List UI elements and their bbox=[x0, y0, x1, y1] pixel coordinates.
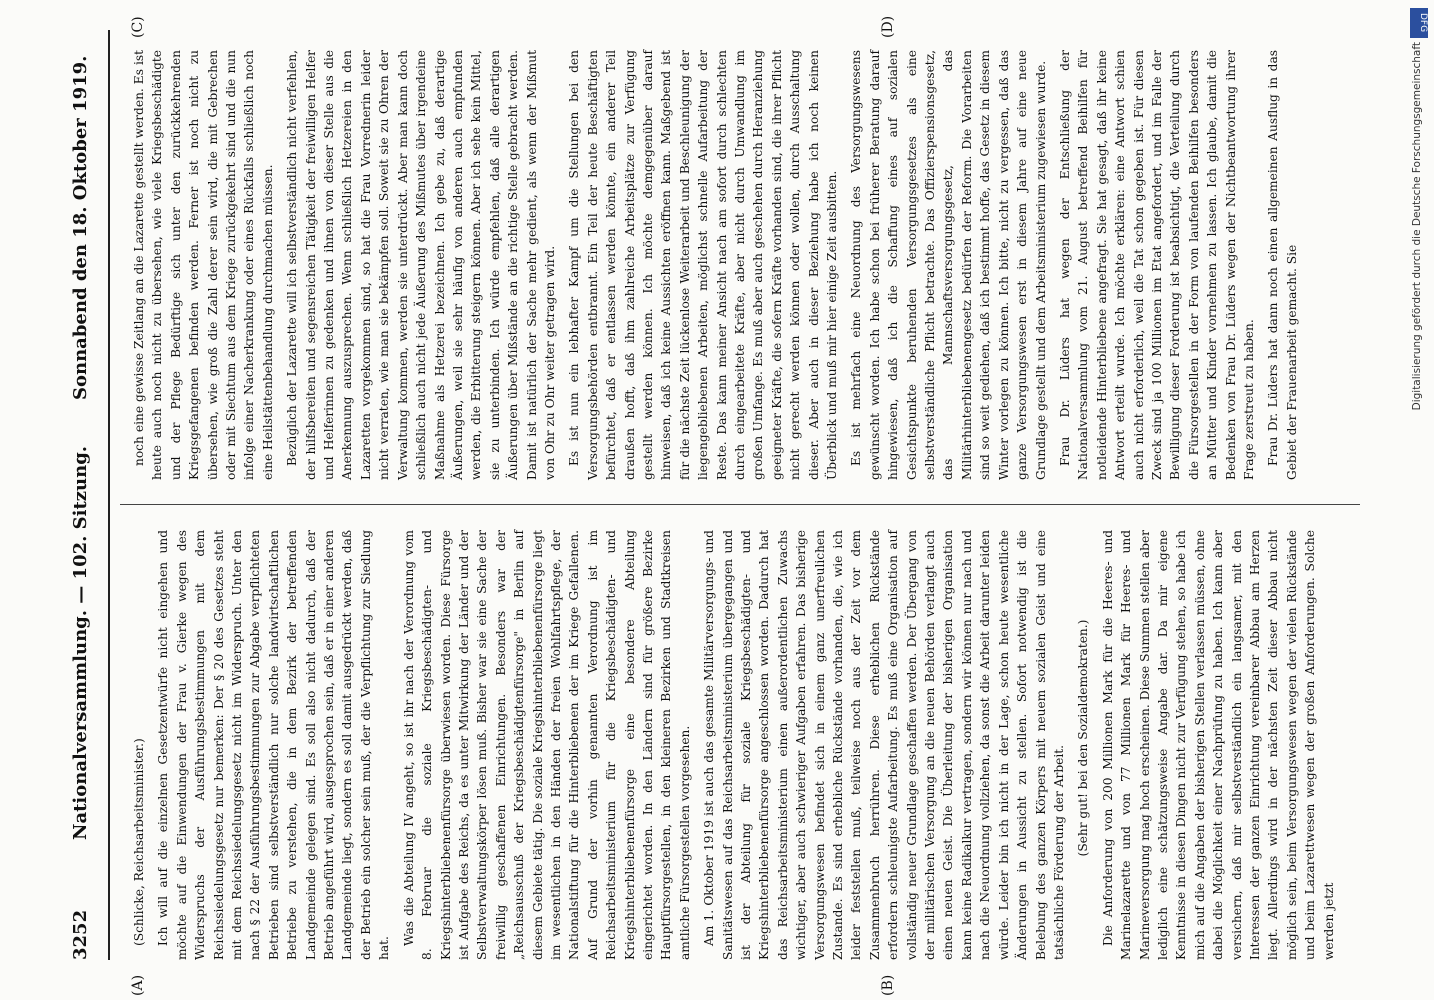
paragraph: Es ist mehrfach eine Neuordnung des Versorgungswesens gewünscht worden. Ich habe schon bei früherer Beratung darauf hingewiesen, daß ich die Schaffung eines auf sozialen Gesichtspunkte beruhenden Versorgungsgesetzes als eine selbstverständliche Pflicht betrachte. Das Offizierspensionsgesetz, das Mannschaftsversorgungsgesetz, das Militärhinterbliebenengesetz bedürfen der Reform. Die Vorarbeiten sind so weit gediehen, daß ich bestimmt hoffe, das Gesetz in diesem Winter vorlegen zu können. Ich bitte, nicht zu vergessen, daß das ganze Versorgungswesen erst in diesem Jahre auf eine neue Grundlage gestellt und dem Arbeitsministerium zugewiesen wurde. bbox=[849, 50, 1048, 480]
paragraph: (Sehr gut! bei den Sozialdemokraten.) bbox=[1076, 619, 1091, 857]
header-left-title: Nationalversammlung. — 102. Sitzung. bbox=[70, 445, 91, 840]
margin-marker-d: (D) bbox=[880, 15, 896, 38]
running-header bbox=[70, 30, 110, 960]
paragraph: Die Anforderung von 200 Millionen Mark für die Heeres- und Marinelazarette und von 77 Millionen Mark für Heeres- und Marineversorgung mag hoch erscheinen. Diese Summen stellen aber lediglich eine schätzungsweise Angabe dar. Da mir eigene Kenntnisse in diesen Dingen nicht zur Verfügung stehen, so habe ich mich auf die Angaben der bisherigen Stellen verlassen müssen, ohne dabei die Möglichkeit einer Nachprüfung zu haben. Ich kann aber versichern, daß mir selbstverständlich ein langsamer, mit den Interessen der ganzen Einrichtung vereinbarer Abbau am Herzen liegt. Allerdings wird in der nächsten Zeit dieser Abbau nicht möglich sein, beim Versorgungswesen wegen der vielen Rückstände und beim Lazarettwesen wegen der großen Anforderungen. Solche werden jetzt bbox=[1100, 530, 1336, 960]
dfg-credit bbox=[1408, 8, 1432, 998]
dfg-logo: DFG bbox=[1410, 8, 1428, 38]
margin-marker-b: (B) bbox=[880, 974, 896, 996]
paragraph: Bezüglich der Lazarette will ich selbstverständlich nicht verfehlen, der hilfsbereiten und segensreichen Tätigkeit der freiwilligen Helfer und Helferinnen zu gedenken und ihnen von dieser Stelle aus die Anerkennung auszusprechen. Wenn schließlich Hetzereien in den Lazaretten vorgekommen sind, so hat die Frau Vorrednerin leider nicht verraten, wie man sie bekämpfen soll. Soweit sie zu Ohren der Verwaltung kommen, werden sie unterdrückt. Aber man kann doch schließlich auch nicht jede Äußerung des Mißmutes über irgendeine Maßnahme als Hetzerei bezeichnen. Ich gebe zu, daß derartige Äußerungen, weil sie sehr häufig von anderen auch empfunden werden, die Erbitterung steigern können. Aber ich sehe kein Mittel, sie zu unterbinden. Ich würde empfehlen, daß alle derartigen Äußerungen über Mißstände an die richtige Stelle gebracht werden. Damit ist natürlich der Sache mehr gedient, als wenn der Mißmut von Ohr zu Ohr weiter getragen wird. bbox=[285, 50, 557, 480]
margin-marker-a: (A) bbox=[130, 974, 146, 996]
paragraph: (Schlicke, Reichsarbeitsminister.) bbox=[132, 738, 146, 946]
rotated-content bbox=[60, 0, 1360, 1000]
column-divider bbox=[120, 504, 1360, 505]
header-rule bbox=[108, 30, 110, 960]
paragraph: Ich will auf die einzelnen Gesetzentwürfe nicht eingehen und möchte auf die Einwendungen der Frau v. Gierke wegen des Widerspruchs der Ausführungsbestimmungen mit dem Reichssiedelungsgesetz nur bemerken: Der § 20 des Gesetzes steht mit dem Reichssiedelungsgesetz nicht im Widerspruch. Unter den nach § 22 der Ausführungsbestimmungen zur Abgabe verpflichteten Betrieben sind selbstverständlich nur solche landwirtschaftlichen Betriebe zu verstehen, die in dem Bezirk der betreffenden Landgemeinde gelegen sind. Es soll also nicht dadurch, daß der Betrieb angeführt wird, ausgesprochen sein, daß er in einer anderen Landgemeinde liegt, sondern es soll damit ausgedrückt werden, daß der Betrieb ein solcher sein muß, der die Verpflichtung zur Siedlung hat. bbox=[156, 530, 392, 960]
paragraph: Es ist nun ein lebhafter Kampf um die Stellungen bei den Versorgungsbehörden entbrannt. Ein Teil der heute Beschäftigten befürchtet, daß er entlassen werden könnte, ein anderer Teil draußen hofft, daß ihm zahlreiche Arbeitsplätze zur Verfügung gestellt werden können. Ich möchte demgegenüber darauf hinweisen, daß ich keine Aussichten eröffnen kann. Maßgebend ist für die nächste Zeit lückenlose Weiterarbeit und Beschleunigung der liegengebliebenen Arbeiten, möglichst schnelle Aufarbeitung der Reste. Das kann meiner Ansicht nach am sofort durch schlechten durch eingearbeitete Kräfte, aber nicht durch Umwandlung im großen Umfange. Es muß aber auch geschehen durch Heranziehung geeigneter Kräfte, die sofern Kräfte vorhanden sind, die ihrer Pflicht nicht gerecht werden können oder wollen, durch Ausschaltung dieser. Aber auch in dieser Beziehung habe ich noch keinen Überblick und muß mir hier einige Zeit ausbitten. bbox=[567, 50, 840, 480]
right-column bbox=[130, 50, 1307, 480]
margin-marker-c: (C) bbox=[130, 16, 146, 38]
dfg-credit-text: Digitalisierung gefördert durch die Deutsche Forschungsgemeinschaft bbox=[1411, 42, 1423, 411]
paragraph: Was die Abteilung IV angeht, so ist ihr nach der Verordnung vom 8. Februar die soziale Kriegsbeschädigten- und Kriegshinterbliebenenfürsorge überwiesen worden. Diese Fürsorge ist Aufgabe des Reichs, da es unter Mitwirkung der Länder und der Selbstverwaltungskörper lösen muß. Bisher war sie eine Sache der freiwillig geschaffenen Einrichtungen. Besonders war der „Reichsausschuß der Kriegsbeschädigtenfürsorge" in Berlin auf diesem Gebiete tätig. Die soziale Kriegshinterbliebenenfürsorge liegt im wesentlichen in den Händen der freien Wohlfahrtspflege, der Nationalstiftung für die Hinterbliebenen der im Kriege Gefallenen. Auf Grund der vorhin genannten Verordnung ist im Reichsarbeitsministerium für die Kriegsbeschädigten- und Kriegshinterbliebenenfürsorge eine besondere Abteilung eingerichtet worden. In den Ländern sind für größere Bezirke Hauptfürsorgestellen, in den kleineren Bezirken und Stadtkreisen amtliche Fürsorgestellen vorgesehen. bbox=[401, 530, 692, 960]
left-column bbox=[130, 530, 1344, 960]
paragraph: Frau Dr. Lüders hat dann noch einen allgemeinen Ausflug in das Gebiet der Frauenarbeit gemacht. Sie bbox=[1266, 50, 1299, 480]
paragraph: noch eine gewisse Zeitlang an die Lazarette gestellt werden. Es ist heute auch noch nicht zu übersehen, wie viele Kriegsbeschädigte und der Pflege Bedürftige sich unter den zurückkehrenden Kriegsgefangenen befinden werden. Ferner ist noch nicht zu übersehen, wie groß die Zahl derer sein wird, die mit Gebrechen oder mit Siechtum aus dem Kriege zurückgekehrt sind und die nun infolge einer Nacherkrankung oder eines Rückfalls schließlich noch eine Heilstättenbehandlung durchmachen müssen. bbox=[132, 50, 275, 480]
page-number: 3252 bbox=[70, 909, 91, 960]
paragraph: Am 1. Oktober 1919 ist auch das gesamte Militärversorgungs- und Sanitätswesen auf das Reichsarbeitsministerium übergegangen und ist der Abteilung für soziale Kriegsbeschädigten- und Kriegshinterbliebenenfürsorge angeschlossen worden. Dadurch hat das Reichsarbeitsministerium einen außerordentlichen Zuwachs wichtiger, aber auch schwieriger Aufgaben erfahren. Das bisherige Versorgungswesen befindet sich in einem ganz unerfreulichen Zustande. Es sind erhebliche Rückstände vorhanden, die, wie ich leider feststellen muß, teilweise noch aus der Zeit vor dem Zusammenbruch herrühren. Diese erheblichen Rückstände erfordern schleunigste Aufarbeitung. Es muß eine Organisation auf vollständig neuer Grundlage geschaffen werden. Der Übergang von der militärischen Versorgung an die neuen Behörden verlangt auch einen neuen Geist. Die Überleitung der bisherigen Organisation kann keine Radikalkur vertragen, sondern wir können nur nach und nach die Neuordnung vollziehen, da sonst die Arbeit darunter leiden würde. Leider bin ich nicht in der Lage, schon heute wesentliche Änderungen in Aussicht zu stellen. Sofort notwendig ist die Belebung des ganzen Körpers mit neuem sozialen Geist und eine tatsächliche Förderung der Arbeit. bbox=[702, 530, 1066, 960]
paragraph: Frau Dr. Lüders hat wegen der Entschließung der Nationalversammlung vom 21. August betreffend Beihilfen für notleidende Hinterbliebene angefragt. Sie hat gesagt, daß ihr keine Antwort erteilt wurde. Ich möchte erklären: eine Antwort schien auch nicht erforderlich, weil die Tat schon gegeben ist. Für diesen Zweck sind ja 100 Millionen im Etat angefordert, und im Falle der Bewilligung dieser Forderung ist beabsichtigt, die Verteilung durch die Fürsorgestellen in der Form von laufenden Beihilfen besonders an Mütter und Kinder vornehmen zu lassen. Ich glaube, damit die Bedenken von Frau Dr. Lüders wegen der Nichtbeantwortung ihrer Frage zerstreut zu haben. bbox=[1057, 50, 1256, 480]
header-right-title: Sonnabend den 18. Oktober 1919. bbox=[70, 55, 91, 400]
